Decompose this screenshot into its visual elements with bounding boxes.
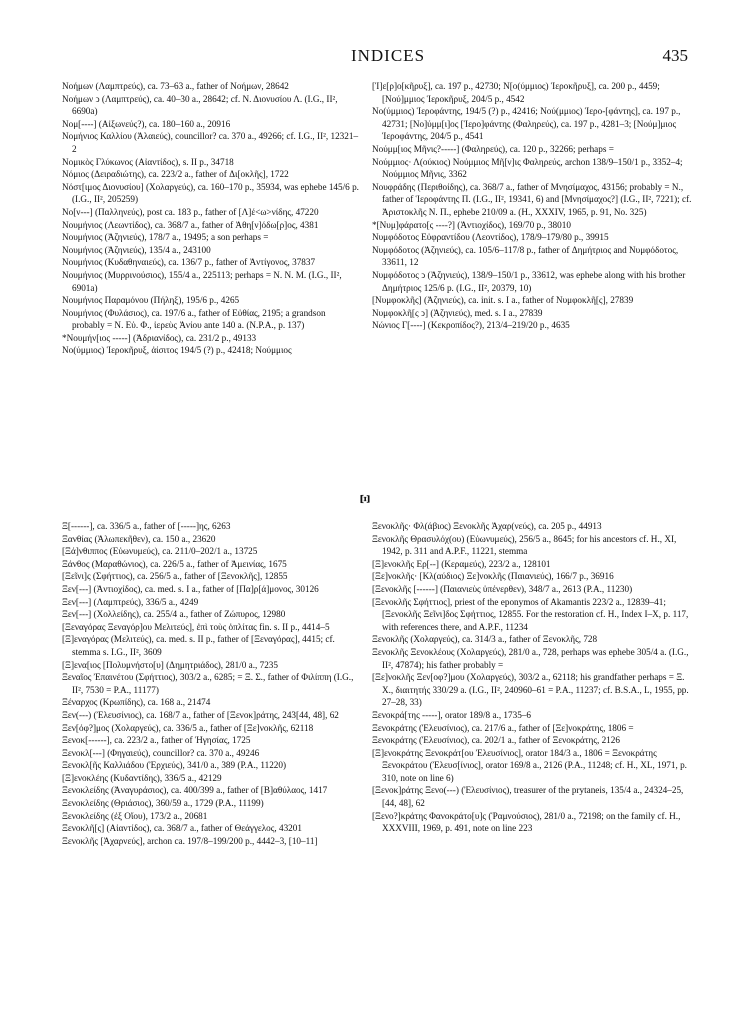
index-entry: Ξενοκράτης (Ἐλευσίνιος), ca. 217/6 a., father of [Ξε]νοκράτης, 1806 = [372,722,634,733]
index-entry: [Νυμφοκλῆς] (Ἀζηνιεύς), ca. init. s. I a., father of Νυμφοκλῆ[ς], 27839 [372,295,634,306]
index-entry: Νομικὸς Γλύκωνος (Αἰαντίδος), s. II p., 34718 [62,156,234,167]
index-entry: Ξεναῖος Ἐπαινέτου (Σφήττιος), 303/2 a., 6285; = Ξ. Σ., father of Φιλίππη (I.G., II², 7530 = P.A., 11177) [62,672,354,695]
index-entry: Νόμιος (Δειραδιώτης), ca. 223/2 a., father of Δι[οκλῆς], 1722 [62,169,289,180]
index-entry: Νουμήνιος Παραμόνου (Πήληξ), 195/6 p., 4265 [62,295,240,306]
index-entry: Ξάνθος (Μαραθώνιος), ca. 226/5 a., father of Ἀμεινίας, 1675 [62,558,287,569]
index-entry: Ξενοκλείδης (ἐξ Οἴου), 173/2 a., 20681 [62,810,208,821]
index-entry: [Ξε]νοκλῆς Ξεν[οφ?]μου (Χολαργεύς), 303/2 a., 62118; his grandfather perhaps = Ξ. Χ., διαιτητής 330/29 a. (I.G., II², 240960–61 = P.A., 11237; cf. B.S.A., L, 1955, pp. 27–28, 33) [372,672,689,708]
index-column-bottom-left [62,520,360,847]
index-entry: Νο(ύμμιος) Ἱεροκῆρυξ, ἀίσιτος 194/5 (?) p., 42418; Νούμμιος [62,345,292,356]
index-entry: Ξεν[---] (Ἀντιοχίδος), ca. med. s. I a., father of [Πα]ρ[ά]μονος, 30126 [62,583,319,594]
index-entry: Νυμφόδοτος Εὐφραντίδου (Λεοντίδος), 178/9–179/80 p., 39915 [372,232,609,243]
index-entry: Νόστ[ιμος Διονυσίου] (Χολαργεύς), ca. 160–170 p., 35934, was ephebe 145/6 p. (I.G., II², 205259) [62,181,359,205]
index-entry: Ξ[------], ca. 336/5 a., father of [-----]ης, 6263 [62,521,231,531]
index-entry: [Ξενοκ]ράτης Ξενο(---) (Ἐλευσίνιος), treasurer of the prytaneis, 135/4 a., 24324–25, [44, 48], 62 [372,785,684,809]
index-entry: *[Νυμ]φάρατο[ς ----?] (Ἀντιοχίδος), 169/70 p., 38010 [372,219,571,230]
index-entry: Ξενοκλ[ῆς Καλλιάδου (Ἐρχιεύς), 341/0 a., 389 (P.A., 11220) [62,760,287,771]
index-entry: Ξεν[---] (Λαμπτρεύς), 336/5 a., 4249 [62,596,199,607]
index-entry: Νοήμων ↄ (Λαμπτρεύς), ca. 40–30 a., 28642; cf. Ν. Διονυσίου Λ. (I.G., II², 6690a) [62,93,338,117]
index-column-top-right [372,80,694,332]
index-entry: Ξενοκράτης (Ἐλευσίνιος), ca. 202/1 a., father of Ξενοκράτης, 2126 [372,735,620,746]
index-column-top-left [62,80,360,357]
index-entry: Ξενοκρά[της -----], orator 189/8 a., 1735–6 [372,709,531,720]
index-entry: Νώνιος Γ[----] (Κεκροπίδος?), 213/4–219/20 p., 4635 [372,320,570,331]
index-entry: [Ξ]ενοκλῆς Ερ[--] (Κεραμεύς), 223/2 a., 128101 [372,558,551,569]
index-entry: Ξενοκλῆς Ξενοκλέους (Χολαργεύς), 281/0 a., 728, perhaps was ephebe 305/4 a. (I.G., II², 47874); his father probably = [372,646,689,670]
index-entry: [Ξ]ενοκράτης Ξενοκράτ[ου Ἐλευσίνιος], orator 184/3 a., 1806 = Ξενοκράτης Ξενοκράτου (Ἐλευσ[ίνιος], orator 169/8 a., 2126 (P.A., 11248; cf. H., XL, 1971, p. 310, note on line 6) [372,747,687,783]
index-entry: Ξενοκλείδης (Ἀναγυράσιος), ca. 400/399 a., father of [Β]αθύλαος, 1417 [62,785,328,796]
index-entry: Ξενοκλῆ[ς] (Αἰαντίδος), ca. 368/7 a., father of Θεάγγελος, 43201 [62,823,302,834]
index-entry: Νο(ύμμιος) Ἱεροφάντης, 194/5 (?) p., 42416; Νού(μμιος) Ἱερο-[φάντης], ca. 197 p., 42731; [Νο]ύμμ[ι]ος [Ἱερο]φάντης (Φαληρεύς), ca. 197 p., 4281–3; [Νούμ]μιος Ἱεροφάντης, 204/5 p., 4541 [372,106,681,142]
index-entry: Ξανθίας (Ἀλωπεκῆθεν), ca. 150 a., 23620 [62,533,216,544]
index-entry: [Ξά]νθιππος (Εὐωνυμεύς), ca. 211/0–202/1 a., 13725 [62,546,258,557]
index-entry: Ξενοκλείδης (Θριάσιος), 360/59 a., 1729 (P.A., 11199) [62,798,264,809]
index-entry: Νομ[----] (Αἰξωνεύς?), ca. 180–160 a., 20916 [62,118,231,129]
index-entry: Νουμήνιος (Λεωντίδος), ca. 368/7 a., father of Ἀθη[ν]όδω[ρ]ος, 4381 [62,219,319,230]
index-entry: Ξενοκ[------], ca. 223/2 a., father of Ἡγησίας, 1725 [62,735,251,746]
index-entry: Ξεν[όφ?]μος (Χολαργεύς), ca. 336/5 a., father of [Ξε]νοκλῆς, 62118 [62,722,314,733]
index-entry: Ξενοκλῆς [Ἀχαρνεύς], archon ca. 197/8–199/200 p., 4442–3, [10–11] [62,835,318,846]
index-entry: Νυμφοκλῆ[ς ↄ] (Ἀζηνιεύς), med. s. I a., 27839 [372,307,543,318]
page-number: 435 [662,46,688,65]
index-entry: Ξενοκλῆς (Χολαργεύς), ca. 314/3 a., father of Ξενοκλῆς, 728 [372,634,598,645]
section-letter-glyph: Ξ [356,494,372,504]
index-column-bottom-right [372,520,694,835]
index-entry: Ξεν[---] (Χολλείδης), ca. 255/4 a., father of Ζώπυρος, 12980 [62,609,286,620]
index-entry: Νούμμ[ιος Μῆνις?-----] (Φαληρεύς), ca. 120 p., 32266; perhaps = [372,143,614,154]
index-entry: [Ξενοκλῆς [------] (Παιανιεὺς ὑπένερθεν), 348/7 a., 2613 (P.A., 11230) [372,583,633,594]
index-entry: Νυμφόδοτος ↄ (Ἀζηνιεύς), 138/9–150/1 p., 33612, was ephebe along with his brother Δημήτριος 125/6 p. (I.G., II², 20379, 10) [372,269,686,293]
index-entry: Νοήμων (Λαμπτρεύς), ca. 73–63 a., father of Νοήμων, 28642 [62,81,289,91]
index-entry: [Ξενοκλῆς Σφήττιος], priest of the eponymos of Akamantis 223/2 a., 12839–41; [Ξενοκλῆς Ξεῖνι]δος Σφήττιος, 12855. For the restoration cf. H., Index I–X, p. 117, with references there, and A.P.F., 11234 [372,596,689,632]
index-entry: [Ξεῖνι]ς (Σφήττιος), ca. 256/5 a., father of [Ξενοκλῆς], 12855 [62,571,288,582]
index-entry: Νουμήνιος (Κυδαθηναιεύς), ca. 136/7 p., father of Ἀντίγονος, 37837 [62,257,316,268]
index-entry: Νομήνιος Καλλίου (Ἁλαιεύς), councillor? ca. 370 a., 49266; cf. I.G., II², 12321–2 [62,131,359,154]
index-entry: [Ξ]εναγόρας (Μελιτεύς), ca. med. s. II p., father of [Ξεναγόρας], 4415; cf. stemma s. I.G., II², 3609 [62,634,335,657]
section-letter [354,488,374,510]
index-entry: Ξεν(---) (Ἐλευσίνιος), ca. 168/7 a., father of [Ξενοκ]ράτης, 243[44, 48], 62 [62,709,339,720]
index-entry: *Νουμήν[ιος -----] (Ἀδριανίδος), ca. 231/2 p., 49133 [62,332,257,343]
index-entry: Νυμφόδοτος (Ἀζηνιεύς), ca. 105/6–117/8 p., father of Δημήτριος and Νυμφόδοτος, 33611, 12 [372,244,679,268]
index-entry: Νουμήνιος (Ἀζηνιεύς), 135/4 a., 243100 [62,244,211,255]
index-entry: Νο[ν---] (Παλληνεύς), post ca. 183 p., father of [Λ]έ<ω>νίδης, 47220 [62,206,319,217]
index-entry: Νουφράδης (Περιθοίδης), ca. 368/7 a., father of Μνησίμαχος, 43156; probably = Ν., father of Ἱεροφάντης Π. (I.G., II², 19341, 6) and [Μνησίμαχος?] (I.G., II², 7221); cf. Ἀριστοκλῆς Ν. Π., ephebe 210/09 a. (H., XXXIV, 1965, p. 91, No. 325) [372,181,692,217]
index-entry: Ξέναρχος (Κρωπίδης), ca. 168 a., 21474 [62,697,211,708]
index-entry: [Ξ]ενα[ιος [Πολυμνήστο[υ] (Δημητριάδος), 281/0 a., 7235 [62,659,278,670]
page-title: INDICES [350,46,426,65]
index-entry: [Ξενο?]κράτης Φανοκράτο[υ]ς (Ῥαμνούσιος), 281/0 a., 72198; on the family cf. H., XXXVIII, 1969, p. 491, note on line 223 [372,810,681,834]
index-entry: Νουμήνιος (Ἀζηνιεύς), 178/7 a., 19495; a son perhaps = [62,232,269,243]
index-entry: Ξενοκλ[---] (Φηγαιεύς), councillor? ca. 370 a., 49246 [62,747,260,758]
index-entry: Νουμήνιος (Μυρρινούσιος), 155/4 a., 225113; perhaps = Ν. Ν. Μ. (I.G., II², 6901a) [62,269,342,293]
page-header [88,46,688,70]
index-entry: Νούμμιος· Λ(ούκιος) Νούμμιος Μῆ[ν]ις Φαληρεύς, archon 138/9–150/1 p., 3352–4; Νούμμιος Μῆνις, 3362 [372,156,683,180]
index-entry: Ξενοκλῆς· Φλ(άβιος) Ξενοκλῆς Ἀχαρ(νεύς), ca. 205 p., 44913 [372,521,602,531]
index-entry: [Ἱ]ε[ρ]ο[κῆρυξ], ca. 197 p., 42730; Ν[ο(ύμμιος) Ἱεροκῆρυξ], ca. 200 p., 4459; [Νού]μμιος Ἱεροκῆρυξ, 204/5 p., 4542 [372,81,660,104]
index-entry: [Ξεναγόρας Ξεναγόρ]ου Μελιτεύς], ἐπὶ τοὺς ὁπλίτας fin. s. II p., 4414–5 [62,621,330,632]
index-entry: [Ξ]ενοκλέης (Κυδαντίδης), 336/5 a., 42129 [62,772,222,783]
index-entry: Ξενοκλῆς Θρασυλόχ(ου) (Εὐωνυμεύς), 256/5 a., 8645; for his ancestors cf. H., XI, 1942, p. 311 and A.P.F., 11221, stemma [372,533,677,557]
index-entry: Νουμήνιος (Φυλάσιος), ca. 197/6 a., father of Εὐθίας, 2195; a grandson probably = Ν. Εὐ. Φ., ἱερεὺς Ἀνίου ante 140 a. (N.P.A., p. 137) [62,307,326,331]
index-entry: [Ξε]νοκλῆς· [Κλ(αύδιος) Ξε]νοκλῆς (Παιανιεύς), 166/7 p., 36916 [372,571,614,582]
